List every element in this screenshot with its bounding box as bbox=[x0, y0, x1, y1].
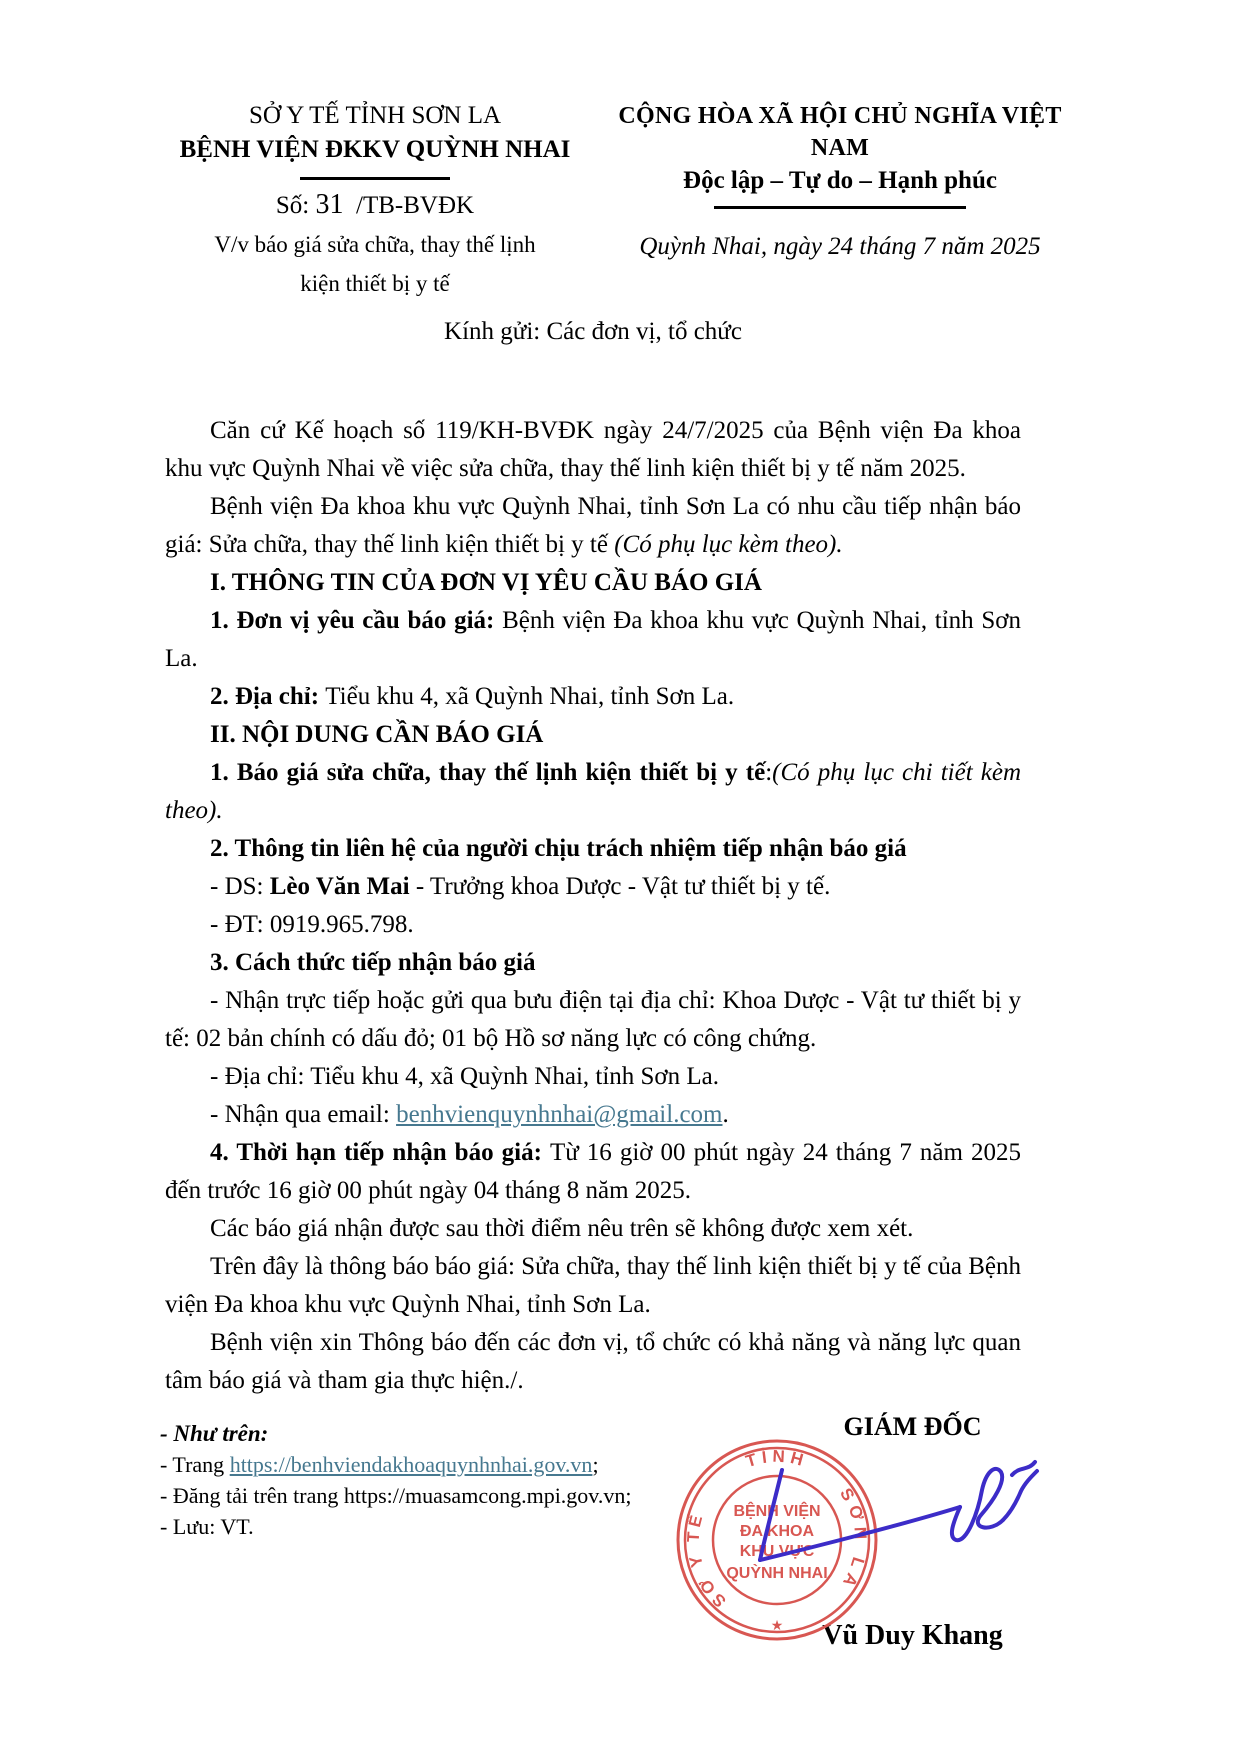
header-left-divider bbox=[300, 177, 450, 180]
stamp-center-line-4: QUỲNH NHAI bbox=[726, 1565, 828, 1582]
requesting-unit-line bbox=[165, 602, 1021, 678]
parent-org-name: SỞ Y TẾ TỈNH SƠN LA bbox=[248, 102, 502, 129]
subject-line-2: kiện thiết bị y tế bbox=[300, 271, 450, 296]
website-prefix: - Trang bbox=[160, 1452, 230, 1477]
stamp-center-line-1: BỆNH VIỆN bbox=[733, 1503, 821, 1520]
quote-content-attachment-note: (Có phụ lục chi tiết kèm theo). bbox=[165, 759, 1022, 824]
header-right-divider bbox=[714, 206, 966, 209]
website-suffix: ; bbox=[592, 1452, 599, 1477]
document-body bbox=[165, 412, 1021, 1400]
paragraph-basis: Căn cứ Kế hoạch số 119/KH-BVĐK ngày 24/7/2025 của Bệnh viện Đa khoa khu vực Quỳnh Nhai về việc sửa chữa, thay thế linh kiện thiết bị y tế năm 2025. bbox=[165, 417, 1021, 482]
hospital-website-link[interactable]: https://benhviendakhoaquynhnhai.gov.vn bbox=[229, 1452, 593, 1477]
quote-content-colon: : bbox=[765, 759, 773, 786]
method-heading: 3. Cách thức tiếp nhận báo giá bbox=[210, 949, 536, 976]
place-date-line: Quỳnh Nhai, ngày 24 tháng 7 năm 2025 bbox=[639, 233, 1041, 260]
closing-invitation: Bệnh viện xin Thông báo đến các đơn vị, tổ chức có khả năng và năng lực quan tâm báo giá và tham gia thực hiện./. bbox=[165, 1329, 1021, 1394]
closing-summary: Trên đây là thông báo báo giá: Sửa chữa, thay thế linh kiện thiết bị y tế của Bệnh viện Đa khoa khu vực Quỳnh Nhai, tỉnh Sơn La. bbox=[165, 1253, 1021, 1318]
late-quotes-note: Các báo giá nhận được sau thời điểm nêu trên sẽ không được xem xét. bbox=[210, 1215, 914, 1242]
document-subject bbox=[145, 225, 605, 303]
recipients-label: - Như trên: bbox=[160, 1421, 269, 1446]
recipients-block bbox=[160, 1418, 680, 1542]
paragraph-need-attachment-note: (Có phụ lục kèm theo). bbox=[614, 531, 843, 558]
requesting-unit-value: Bệnh viện Đa khoa khu vực Quỳnh Nhai, tỉnh Sơn La. bbox=[165, 607, 1022, 672]
contact-phone-line: - ĐT: 0919.965.798. bbox=[210, 911, 414, 938]
national-title: CỘNG HÒA XÃ HỘI CHỦ NGHĨA VIỆT NAM bbox=[618, 103, 1062, 161]
deadline-label: 4. Thời hạn tiếp nhận báo giá: bbox=[210, 1139, 550, 1166]
recipients-website-line bbox=[160, 1449, 680, 1480]
address-label: 2. Địa chỉ: bbox=[210, 683, 326, 710]
deadline-line bbox=[165, 1134, 1021, 1210]
national-motto: Độc lập – Tự do – Hạnh phúc bbox=[683, 167, 997, 194]
doc-no-label: Số: bbox=[275, 192, 310, 219]
contact-person-line bbox=[165, 868, 1021, 906]
header-national bbox=[600, 100, 1080, 261]
doc-no-value: 31 bbox=[315, 189, 344, 220]
email-link[interactable]: benhvienquynhnhai@gmail.com bbox=[396, 1101, 723, 1128]
address-value: Tiểu khu 4, xã Quỳnh Nhai, tỉnh Sơn La. bbox=[325, 683, 735, 710]
contact-person-role: - Trưởng khoa Dược - Vật tư thiết bị y tế. bbox=[409, 873, 831, 900]
method-direct-line: - Nhận trực tiếp hoặc gửi qua bưu điện tại địa chỉ: Khoa Dược - Vật tư thiết bị y tế: 02 bản chính có dấu đỏ; 01 bộ Hồ sơ năng lực có công chứng. bbox=[165, 987, 1021, 1052]
section-1-heading: I. THÔNG TIN CỦA ĐƠN VỊ YÊU CẦU BÁO GIÁ bbox=[210, 569, 762, 596]
stamp-star: ★ bbox=[770, 1617, 784, 1633]
address-line bbox=[165, 678, 1021, 716]
signer-title: GIÁM ĐỐC bbox=[843, 1412, 982, 1441]
document-number bbox=[145, 188, 605, 223]
hospital-name: BỆNH VIỆN ĐKKV QUỲNH NHAI bbox=[179, 136, 571, 163]
contact-person-name: Lèo Văn Mai bbox=[269, 873, 410, 900]
stamp-and-signature bbox=[660, 1428, 1060, 1658]
contact-heading: 2. Thông tin liên hệ của người chịu trách nhiệm tiếp nhận báo giá bbox=[210, 835, 907, 862]
section-2-heading: II. NỘI DUNG CẦN BÁO GIÁ bbox=[210, 721, 544, 748]
requesting-unit-label: 1. Đơn vị yêu cầu báo giá: bbox=[210, 607, 503, 634]
method-address-line: - Địa chỉ: Tiểu khu 4, xã Quỳnh Nhai, tỉnh Sơn La. bbox=[210, 1063, 720, 1090]
stamp-center-line-3: KHU VỰC bbox=[739, 1543, 815, 1560]
svg-text:TỈNH bbox=[744, 1447, 811, 1471]
salutation: Kính gửi: Các đơn vị, tổ chức bbox=[444, 318, 742, 345]
svg-text:SỞ Y TẾ bbox=[684, 1510, 730, 1611]
paragraph-need-text: Bệnh viện Đa khoa khu vực Quỳnh Nhai, tỉnh Sơn La có nhu cầu tiếp nhận báo giá: Sửa chữa, thay thế linh kiện thiết bị y tế bbox=[165, 493, 1021, 558]
contact-person-prefix: - DS: bbox=[210, 873, 270, 900]
stamp-center-line-2: ĐA KHOA bbox=[739, 1523, 815, 1540]
email-period: . bbox=[722, 1101, 729, 1128]
subject-line-1: V/v báo giá sửa chữa, thay thế lịnh bbox=[214, 232, 536, 257]
quote-content-label: 1. Báo giá sửa chữa, thay thế lịnh kiện thiết bị y tế bbox=[210, 759, 766, 786]
email-label: - Nhận qua email: bbox=[210, 1101, 397, 1128]
stamp-ring-text-right: SƠN LA bbox=[836, 1484, 871, 1596]
stamp-ring-text-top: TỈNH bbox=[743, 1446, 811, 1472]
deadline-value: Từ 16 giờ 00 phút ngày 24 tháng 7 năm 2025 đến trước 16 giờ 00 phút ngày 04 tháng 8 năm 2025. bbox=[165, 1139, 1021, 1204]
signer-name: Vũ Duy Khang bbox=[822, 1620, 1003, 1651]
doc-no-suffix: /TB-BVĐK bbox=[356, 192, 475, 219]
stamp-ring-text-left: SỞ Y TẾ bbox=[683, 1509, 730, 1611]
paragraph-need bbox=[165, 488, 1021, 564]
method-email-line bbox=[165, 1096, 1021, 1134]
recipients-procurement-line: - Đăng tải trên trang https://muasamcong.mpi.gov.vn; bbox=[160, 1483, 632, 1508]
header-issuing-org bbox=[145, 100, 605, 303]
quote-content-line bbox=[165, 754, 1021, 830]
recipients-archive-line: - Lưu: VT. bbox=[160, 1514, 254, 1539]
